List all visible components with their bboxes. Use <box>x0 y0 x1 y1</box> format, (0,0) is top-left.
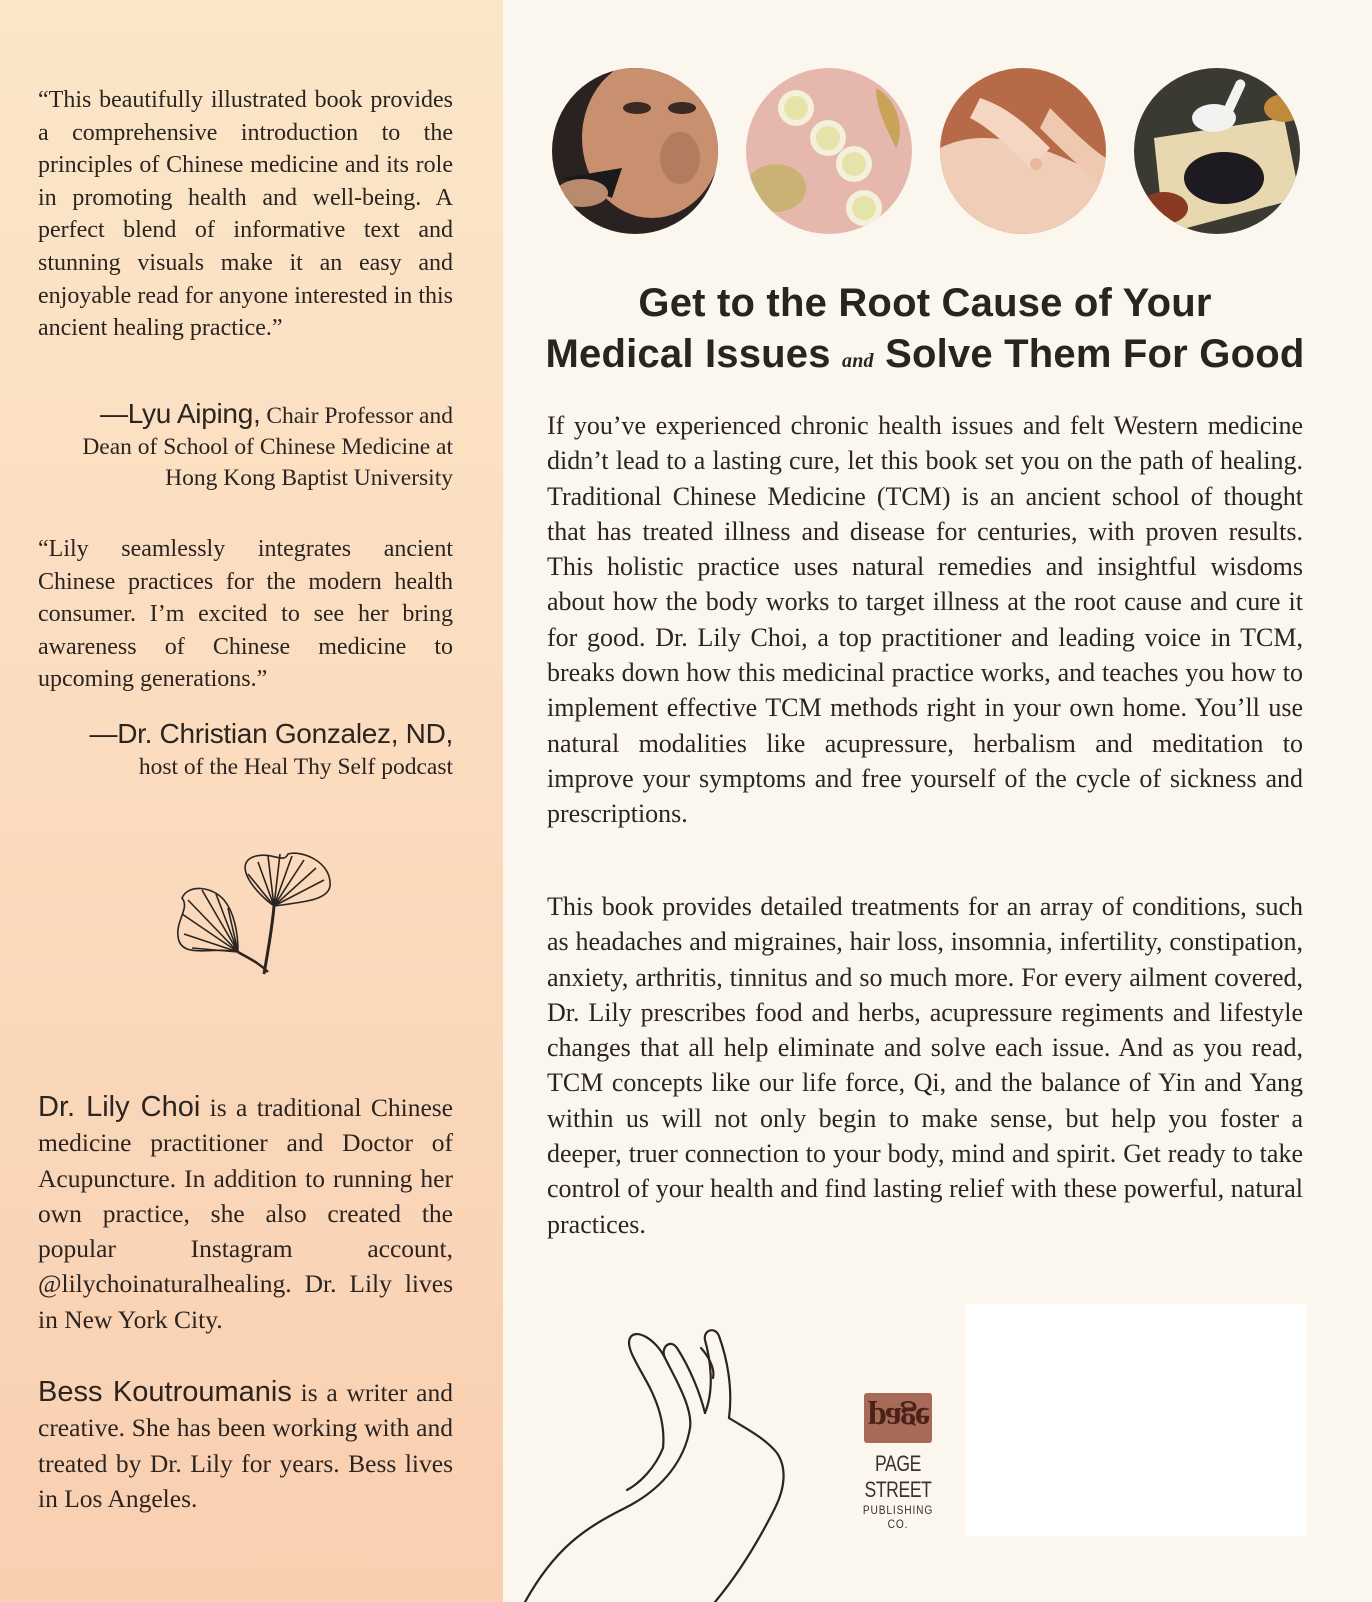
attribution-name: —Lyu Aiping, <box>100 398 261 429</box>
left-panel <box>0 0 503 1602</box>
description-paragraph-2: This book provides detailed treatments for an array of conditions, such as headaches and migraines, hair loss, insomnia, infertility, constipation, anxiety, arthritis, tinnitus and so much more. For every ailment covered, Dr. Lily prescribes food and herbs, acupressure regiments and lifestyle changes that all help eliminate and solve each issue. And as you read, TCM concepts like our life force, Qi, and the balance of Yin and Yang within us will not only begin to make sense, but help you foster a deeper, truer connection to your body, mind and spirit. Get ready to take control of your health and find lasting relief with these powerful, natural practices. <box>547 892 1303 1239</box>
attribution-credit: host of the Heal Thy Self podcast <box>138 754 453 780</box>
attribution-credit: Chair Professor and <box>266 403 453 429</box>
quote-lyu-aiping: “This beautifully illustrated book provides a comprehensive introduction to the principles of Chinese medicine and its role in promoting health and well-being. A perfect blend of informative text and stunning visuals make it an easy and enjoyable read for anyone interested in this ancient healing practice.” <box>38 87 453 342</box>
gua-sha-photo <box>552 68 718 234</box>
publisher-logo <box>843 1393 953 1531</box>
author-name: Dr. Lily Choi <box>38 1091 201 1123</box>
barcode-area <box>966 1304 1307 1536</box>
author-bio-text: is a writer and creative. She has been working with and treated by Dr. Lily for years. Bess lives in Los Angeles. <box>38 1378 453 1513</box>
headline-line-2b: Solve Them For Good <box>885 332 1305 376</box>
headline <box>545 278 1305 387</box>
attribution-credit: Dean of School of Chinese Medicine at <box>82 434 453 460</box>
headline-line-1: Get to the Root Cause of Your <box>638 281 1212 325</box>
quote-attribution-lyu <box>20 398 453 494</box>
publisher-subtitle: PUBLISHING CO. <box>862 1503 934 1531</box>
headline-and: and <box>842 350 874 372</box>
acupressure-hands-photo <box>940 68 1106 234</box>
headline-line-2a: Medical Issues <box>545 332 831 376</box>
hand-line-art-icon <box>515 1318 815 1602</box>
attribution-credit: Hong Kong Baptist University <box>165 465 453 491</box>
publisher-name: PAGE STREET <box>864 1451 932 1502</box>
quote-christian-gonzalez: “Lily seamlessly integrates ancient Chinese practices for the modern health consumer. I’m excited to see her bring awareness of Chinese medicine to upcoming generations.” <box>38 536 453 693</box>
author-bio-lily-choi <box>38 1090 453 1337</box>
author-bio-bess-koutroumanis <box>38 1375 453 1516</box>
herbs-spoon-photo <box>1134 68 1300 234</box>
author-bio-text: is a traditional Chinese medicine practitioner and Doctor of Acupuncture. In addition to running her own practice, she also created the popular Instagram account, @lilychoinaturalhealing. Dr. Lily lives in New York City. <box>38 1093 454 1334</box>
publisher-mark: page <box>864 1393 932 1443</box>
ginkgo-leaf-icon <box>172 850 342 1000</box>
tea-cups-photo <box>746 68 912 234</box>
attribution-name: —Dr. Christian Gonzalez, ND, <box>89 718 453 749</box>
quote-attribution-gonzalez <box>20 718 453 783</box>
description-paragraph-1: If you’ve experienced chronic health issues and felt Western medicine didn’t lead to a lasting cure, let this book set you on the path of healing. Traditional Chinese Medicine (TCM) is an ancient school of thought that has treated illness and disease for centuries, with proven results. This holistic practice uses natural remedies and insightful wisdoms about how the body works to target illness at the root cause and cure it for good. Dr. Lily Choi, a top practitioner and leading voice in TCM, breaks down how this medicinal practice works, and teaches you how to implement effective TCM methods right in your own home. You’ll use natural modalities like acupressure, herbalism and meditation to improve your symptoms and free yourself of the cycle of sickness and prescriptions. <box>547 411 1303 829</box>
author-name: Bess Koutroumanis <box>38 1376 292 1408</box>
